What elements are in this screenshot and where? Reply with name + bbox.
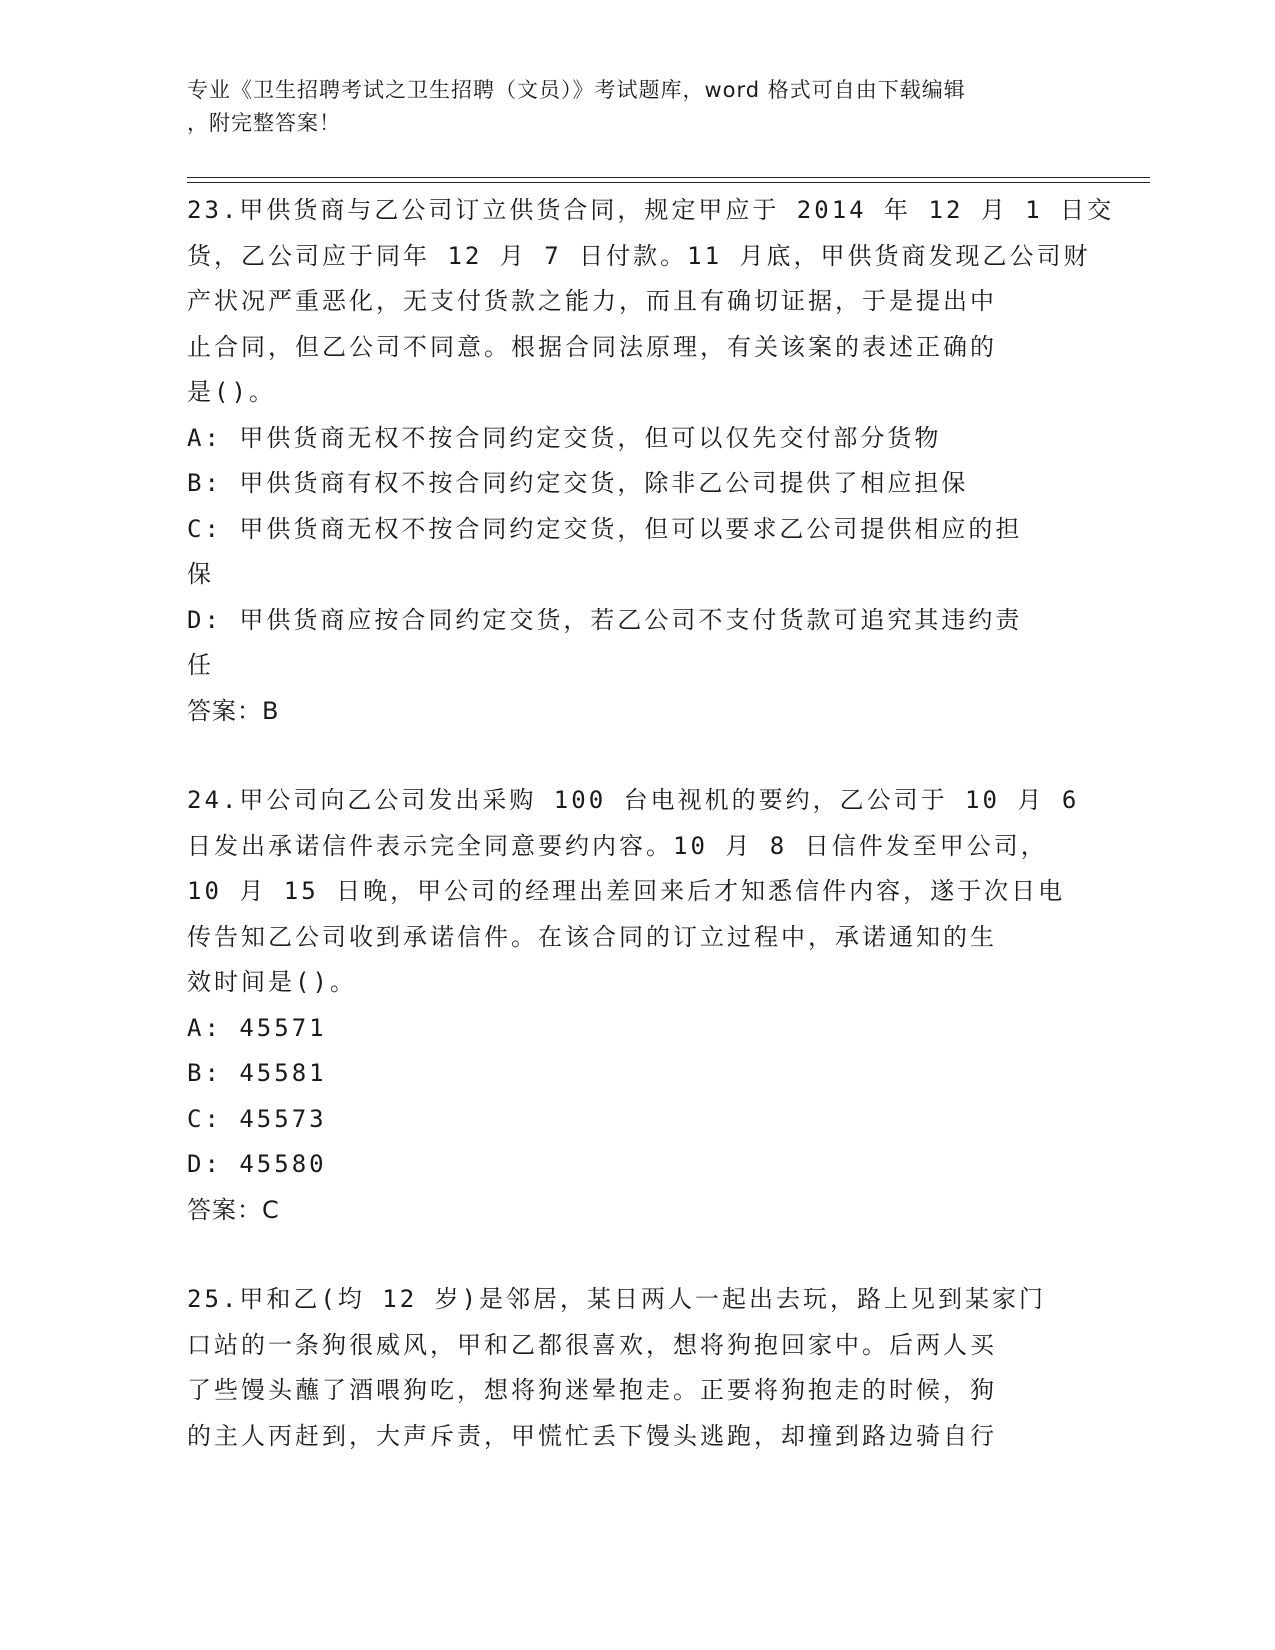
question-text-line: 货，乙公司应于同年 12 月 7 日付款。11 月底，甲供货商发现乙公司财 (187, 241, 1091, 270)
option-text-line: C: 45573 (187, 1104, 327, 1133)
option-a (187, 416, 1087, 462)
question-23 (187, 188, 1115, 734)
question-text-line: 产状况严重恶化，无支付货款之能力，而且有确切证据，于是提出中 (187, 287, 997, 315)
question-text-line: 24.甲公司向乙公司发出采购 100 台电视机的要约，乙公司于 10 月 6 (187, 786, 1080, 814)
question-24 (187, 778, 1087, 1233)
question-25 (187, 1277, 1087, 1459)
header-line: 专业《卫生招聘考试之卫生招聘（文员）》考试题库，word 格式可自由下载编辑 (187, 78, 966, 102)
question-text-line: 效时间是()。 (187, 968, 357, 996)
option-text-line: A: 甲供货商无权不按合同约定交货，但可以仅先交付部分货物 (187, 423, 942, 452)
question-text-line: 口站的一条狗很威风，甲和乙都很喜欢，想将狗抱回家中。后两人买 (187, 1330, 997, 1359)
question-text-line: 传告知乙公司收到承诺信件。在该合同的订立过程中，承诺通知的生 (187, 922, 997, 951)
question-text-line: 的主人丙赶到，大声斥责，甲慌忙丢下馒头逃跑，却撞到路边骑自行 (187, 1421, 997, 1450)
question-text-line: 是()。 (187, 378, 276, 406)
option-text-line: 保 (187, 560, 214, 588)
option-text-line: 任 (187, 651, 214, 679)
question-list (187, 188, 1115, 1503)
question-text-line: 25.甲和乙(均 12 岁)是邻居，某日两人一起出去玩，路上见到某家门 (187, 1285, 1047, 1313)
option-text-line: B: 甲供货商有权不按合同约定交货，除非乙公司提供了相应担保 (187, 469, 969, 497)
option-b (187, 461, 1087, 507)
option-c (187, 507, 1087, 598)
option-text-line: B: 45581 (187, 1059, 327, 1087)
question-text-line: 止合同，但乙公司不同意。根据合同法原理，有关该案的表述正确的 (187, 332, 997, 361)
option-a (187, 1006, 1087, 1052)
document-header (187, 74, 1087, 140)
question-text-line: 10 月 15 日晚，甲公司的经理出差回来后才知悉信件内容，遂于次日电 (187, 877, 1066, 905)
answer-label: 答案：C (187, 1195, 280, 1224)
header-divider (187, 177, 1150, 178)
header-divider (187, 182, 1150, 183)
answer-label: 答案：B (187, 696, 280, 725)
option-text-line: D: 45580 (187, 1150, 327, 1178)
header-line: ，附完整答案！ (187, 111, 341, 135)
option-b (187, 1051, 1087, 1097)
option-text-line: D: 甲供货商应按合同约定交货，若乙公司不支付货款可追究其违约责 (187, 605, 1023, 634)
question-text-line: 日发出承诺信件表示完全同意要约内容。10 月 8 日信件发至甲公司， (187, 831, 1048, 860)
option-text-line: C: 甲供货商无权不按合同约定交货，但可以要求乙公司提供相应的担 (187, 514, 1023, 543)
option-c (187, 1097, 1087, 1143)
option-d (187, 598, 1087, 689)
question-text-line: 了些馒头蘸了酒喂狗吃，想将狗迷晕抱走。正要将狗抱走的时候，狗 (187, 1376, 997, 1404)
option-text-line: A: 45571 (187, 1013, 327, 1042)
option-d (187, 1142, 1087, 1188)
question-text-line: 23.甲供货商与乙公司订立供货合同，规定甲应于 2014 年 12 月 1 日交 (187, 196, 1115, 224)
